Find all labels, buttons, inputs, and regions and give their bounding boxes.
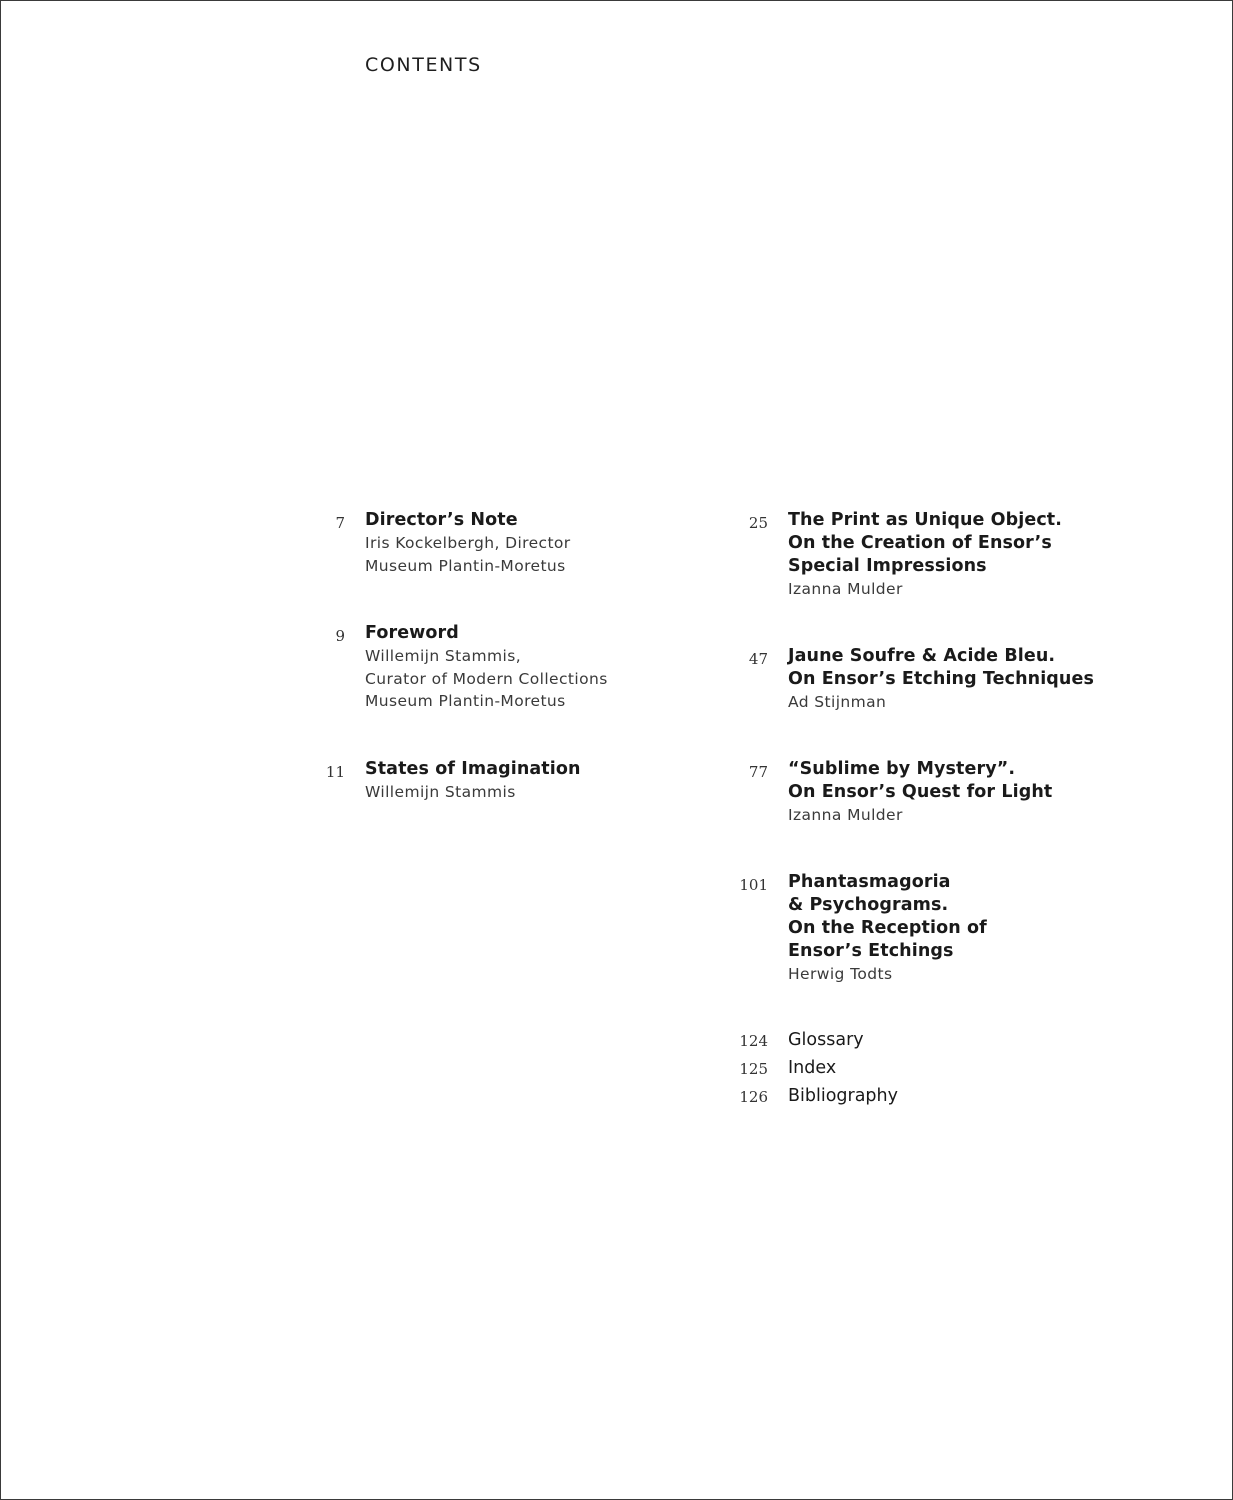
toc-entry-affiliation: Museum Plantin-Moretus [365,692,566,710]
toc-entry-title: On the Creation of Ensor’s [788,533,1052,553]
page-title: CONTENTS [365,54,482,76]
toc-page-number: 101 [739,876,768,894]
toc-entry-title: On Ensor’s Quest for Light [788,782,1053,802]
toc-entry-title: & Psychograms. [788,895,949,915]
toc-back-matter-entry[interactable] [720,1029,1100,1057]
toc-entry-author: Willemijn Stammis [365,783,516,801]
toc-entry-author: Iris Kockelbergh, Director [365,534,571,552]
toc-page-number: 126 [739,1088,768,1106]
toc-entry-title: Phantasmagoria [788,872,951,892]
toc-entry-author: Ad Stijnman [788,693,887,711]
toc-entry[interactable] [300,509,700,622]
toc-entry[interactable] [300,622,700,758]
toc-page-number: 125 [739,1060,768,1078]
toc-entry[interactable] [720,645,1100,758]
toc-entry-author: Izanna Mulder [788,806,903,824]
toc-page-number: 124 [739,1032,768,1050]
toc-back-matter-title: Index [788,1058,837,1078]
toc-page-number: 7 [335,514,345,532]
toc-entry-title: On Ensor’s Etching Techniques [788,669,1094,689]
toc-entry-title: Foreword [365,623,459,643]
toc-entry-affiliation: Curator of Modern Collections [365,669,608,688]
toc-entry[interactable] [300,758,700,804]
toc-right-column [720,509,1100,1113]
toc-entry-title: Jaune Soufre & Acide Bleu. [788,646,1056,666]
toc-entry-title: On the Reception of [788,918,987,938]
toc-entry-affiliation: Museum Plantin-Moretus [365,556,566,575]
toc-entry-author: Herwig Todts [788,965,893,983]
toc-page-number: 11 [325,763,345,781]
toc-entry-author: Izanna Mulder [788,580,903,598]
toc-entry-title: States of Imagination [365,759,581,779]
toc-back-matter-title: Bibliography [788,1086,898,1106]
toc-entry[interactable] [720,509,1100,645]
toc-left-column [300,509,700,804]
toc-entry[interactable] [720,871,1100,1029]
toc-back-matter-title: Glossary [788,1030,864,1050]
toc-entry-title: The Print as Unique Object. [788,510,1063,530]
toc-back-matter-entry[interactable] [720,1085,1100,1113]
toc-page-number: 25 [748,514,768,532]
toc-entry-title: “Sublime by Mystery”. [788,759,1016,779]
toc-entry-title: Ensor’s Etchings [788,941,954,961]
toc-entry[interactable] [720,758,1100,871]
toc-page-number: 77 [748,763,768,781]
toc-back-matter-entry[interactable] [720,1057,1100,1085]
toc-entry-title: Special Impressions [788,556,987,576]
toc-entry-author: Willemijn Stammis, [365,647,522,665]
toc-page-number: 47 [748,650,768,668]
toc-entry-title: Director’s Note [365,510,518,530]
toc-page-number: 9 [335,627,345,645]
